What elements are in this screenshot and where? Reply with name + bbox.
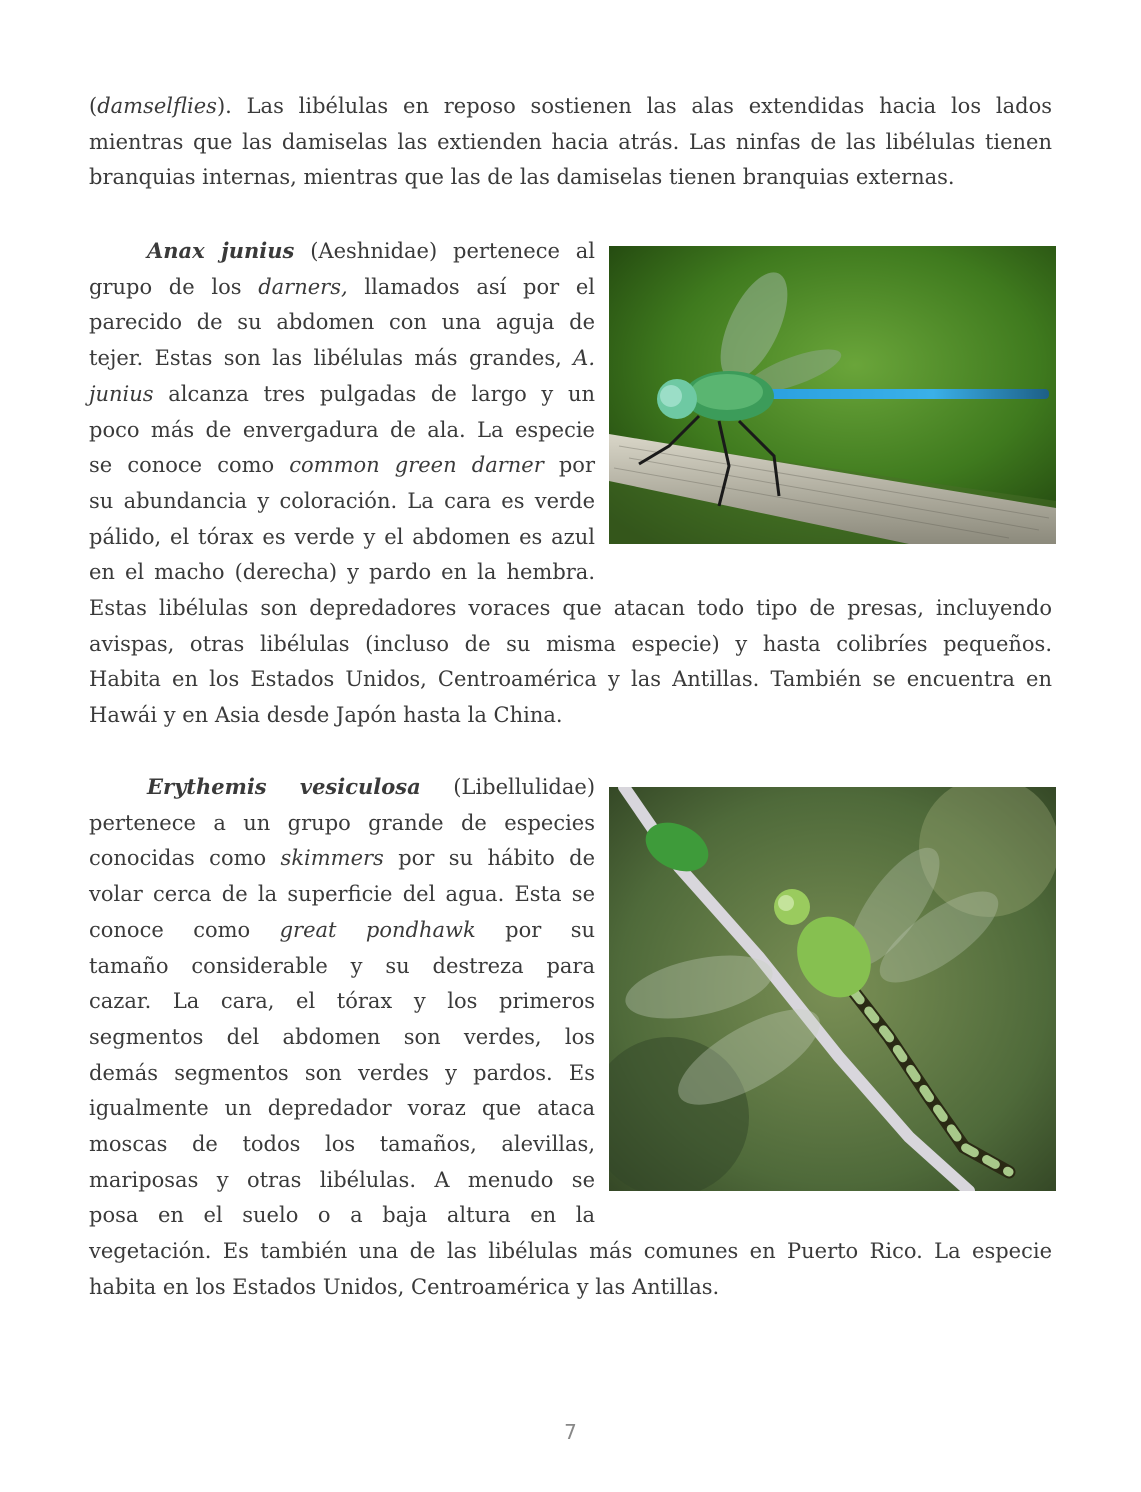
text-line: mariposas y otras libélulas. A menudo se — [89, 1167, 595, 1192]
text-line: junius alcanza tres pulgadas de largo y un — [89, 381, 595, 406]
text-line: poco más de envergadura de ala. La especie — [89, 417, 595, 442]
species-name: Erythemis vesiculosa — [147, 774, 421, 799]
text-line: Erythemis vesiculosa (Libellulidae) — [147, 774, 596, 799]
text-line: en el macho (derecha) y pardo en la hembra. — [89, 560, 595, 585]
photo-erythemis-vesiculosa — [609, 787, 1056, 1191]
text-line: (damselflies). Las libélulas en reposo sostienen las alas extendidas hacia los lados — [89, 94, 1052, 118]
text-line: branquias internas, mientras que las de las damiselas tienen branquias externas. — [89, 165, 955, 190]
text-line: tejer. Estas son las libélulas más grandes, A. — [89, 346, 595, 371]
intro-paragraph — [89, 89, 1052, 196]
text-line: su abundancia y coloración. La cara es verde — [89, 488, 595, 513]
photo-anax-junius — [609, 246, 1056, 544]
species-name: Anax junius — [147, 238, 295, 263]
text-line: posa en el suelo o a baja altura en la — [89, 1203, 595, 1228]
dragonfly-photo-1-image — [609, 246, 1056, 544]
text-line: tamaño considerable y su destreza para — [89, 953, 595, 978]
text-line: parecido de su abdomen con una aguja de — [89, 310, 595, 335]
text-line: vegetación. Es también una de las libélulas más comunes en Puerto Rico. La especie — [89, 1239, 1052, 1264]
text-line: conoce como great pondhawk por su — [89, 917, 595, 942]
text-line: segmentos del abdomen son verdes, los — [89, 1024, 595, 1049]
text-line: Estas libélulas son depredadores voraces que atacan todo tipo de presas, incluyendo — [89, 596, 1052, 621]
page-number: 7 — [564, 1420, 577, 1444]
text-line: demás segmentos son verdes y pardos. Es — [89, 1060, 595, 1085]
text-line: grupo de los darners, llamados así por el — [89, 274, 596, 299]
text-line: Habita en los Estados Unidos, Centroamérica y las Antillas. También se encuentra en — [89, 667, 1052, 692]
text-line: volar cerca de la superficie del agua. Esta se — [89, 882, 595, 907]
text-line: igualmente un depredador voraz que ataca — [89, 1096, 595, 1121]
dragonfly-photo-2-image — [609, 787, 1056, 1191]
text-line: pálido, el tórax es verde y el abdomen es azul — [89, 524, 595, 549]
text-line: moscas de todos los tamaños, alevillas, — [89, 1132, 595, 1157]
text-line: mientras que las damiselas las extienden hacia atrás. Las ninfas de las libélulas tienen — [89, 129, 1052, 154]
text-line: pertenece a un grupo grande de especies — [89, 810, 595, 835]
text-line: conocidas como skimmers por su hábito de — [89, 846, 595, 871]
text-line: cazar. La cara, el tórax y los primeros — [89, 989, 595, 1014]
text-line: Anax junius (Aeshnidae) pertenece al — [147, 238, 596, 263]
text-line: avispas, otras libélulas (incluso de su misma especie) y hasta colibríes pequeños. — [89, 631, 1052, 656]
text-line: habita en los Estados Unidos, Centroamérica y las Antillas. — [89, 1274, 720, 1299]
text-line: se conoce como common green darner por — [89, 453, 595, 478]
text-line: Hawái y en Asia desde Japón hasta la China. — [89, 703, 563, 728]
